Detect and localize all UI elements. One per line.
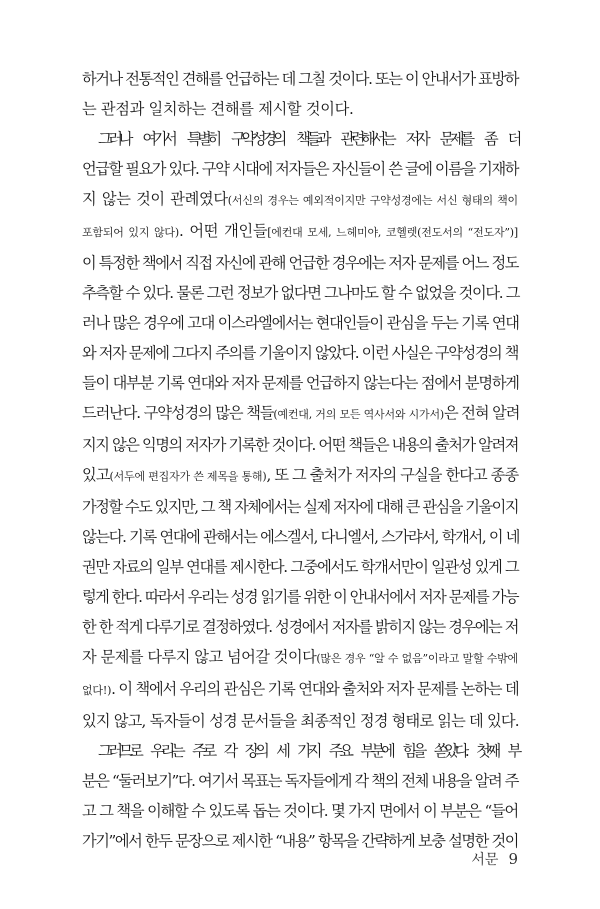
text-line: 와 저자 문제에 그다지 주의를 기울이지 않았다. 이런 사실은 구약성경의 책 <box>82 344 518 362</box>
parenthetical-note: (많은 경우 “알 수 없음”이라고 말할 수밖에 <box>316 652 518 665</box>
text-line: 그러나 여기서 특별히 구약성경의 책들과 관련해서는 저자 문제를 좀 더 <box>98 130 518 148</box>
text-line: 러나 많은 경우에 고대 이스라엘에서는 현대인들이 관심을 두는 기록 연대 <box>82 314 519 332</box>
text-line: 권만 자료의 일부 연대를 제시한다. 그중에서도 학개서만이 일관성 있게 그 <box>82 558 519 576</box>
text-line: 분은 “둘러보기”다. 여기서 목표는 독자들에게 각 책의 전체 내용을 알려 주 <box>82 772 518 790</box>
page-number: 9 <box>508 850 518 868</box>
text-line: 않는다. 기록 연대에 관해서는 에스겔서, 다니엘서, 스가랴서, 학개서, 이 네 <box>82 528 520 546</box>
text-line <box>82 642 518 674</box>
text-line: 하거나 전통적인 견해를 언급하는 데 그칠 것이다. 또는 이 안내서가 표방하 <box>82 70 518 88</box>
text-run: 지 않는 것이 관례였다 <box>82 190 228 208</box>
text-run: 있고 <box>82 466 110 484</box>
text-line: 추측할 수 있다. 물론 그런 정보가 없다면 그나마도 할 수 없었을 것이다. 그 <box>82 284 520 302</box>
text-line: 그러므로 우리는 주로 각 장의 세 가지 주요 부분에 힘을 쏟았다. 첫째 부 <box>98 742 518 760</box>
page-body <box>82 64 518 856</box>
text-line: 고 그 책을 이해할 수 있도록 돕는 것이다. 몇 가지 면에서 이 부분은 “들어 <box>82 802 518 820</box>
text-line: 한 한 적게 다루기로 결정하였다. 성경에서 저자를 밝히지 않는 경우에는 저 <box>82 618 518 636</box>
parenthetical-note: (예컨대, 거의 모든 역사서와 시가서) <box>273 408 444 421</box>
text-line <box>82 216 518 248</box>
running-header-section-title: 서문 <box>471 852 499 868</box>
text-run: . 어떤 개인들 <box>178 222 268 240</box>
text-line: 있지 않고, 독자들이 성경 문서들을 최종적인 정경 형태로 읽는 데 있다. <box>82 712 519 730</box>
text-run: 자 문제를 다루지 않고 넘어갈 것이다 <box>82 648 317 666</box>
parenthetical-note: 없다!) <box>82 684 112 697</box>
text-line: 가정할 수도 있지만, 그 책 자체에서는 실제 저자에 대해 큰 관심을 기울이지 <box>82 498 518 516</box>
text-line: 이 특정한 책에서 직접 자신에 관해 언급한 경우에는 저자 문제를 어느 정도 <box>82 254 518 272</box>
text-line <box>82 184 518 216</box>
text-line: 는 관점과 일치하는 견해를 제시할 것이다. <box>82 100 354 118</box>
text-line <box>82 460 518 492</box>
paragraph-1 <box>82 64 518 124</box>
parenthetical-note: 포함되어 있지 않다) <box>82 226 179 239</box>
parenthetical-note: (서두에 편집자가 쓴 제목을 통해) <box>109 470 267 483</box>
text-run: . 이 책에서 우리의 관심은 기록 연대와 출처와 저자 문제를 논하는 데 <box>111 680 519 698</box>
page-footer <box>440 849 518 869</box>
text-line: 들이 대부분 기록 연대와 저자 문제를 언급하지 않는다는 점에서 분명하게 <box>82 374 519 392</box>
text-run: 은 전혀 알려 <box>443 404 520 422</box>
text-line: 가기”에서 한두 문장으로 제시한 “내용” 항목을 간략하게 보충 설명한 것이 <box>82 832 518 850</box>
text-line <box>82 398 518 430</box>
text-run: , 또 그 출처가 저자의 구실을 한다고 종종 <box>266 466 519 484</box>
text-line: 언급할 필요가 있다. 구약 시대에 저자들은 자신들이 쓴 글에 이름을 기재하 <box>82 160 518 178</box>
parenthetical-note: [에컨대 모세, 느헤미야, 코헬렛(전도서의 “전도자”)] <box>267 226 518 239</box>
parenthetical-note: (서신의 경우는 예외적이지만 구약성경에는 서신 형태의 책이 <box>227 194 518 207</box>
text-line <box>82 674 518 706</box>
text-line: 렇게 한다. 따라서 우리는 성경 읽기를 위한 이 안내서에서 저자 문제를 가능 <box>82 588 518 606</box>
text-line: 지지 않은 익명의 저자가 기록한 것이다. 어떤 책들은 내용의 출처가 알려져 <box>82 436 518 454</box>
paragraph-3 <box>82 736 518 856</box>
paragraph-2 <box>82 124 518 736</box>
text-run: 드러난다. 구약성경의 많은 책들 <box>82 404 274 422</box>
